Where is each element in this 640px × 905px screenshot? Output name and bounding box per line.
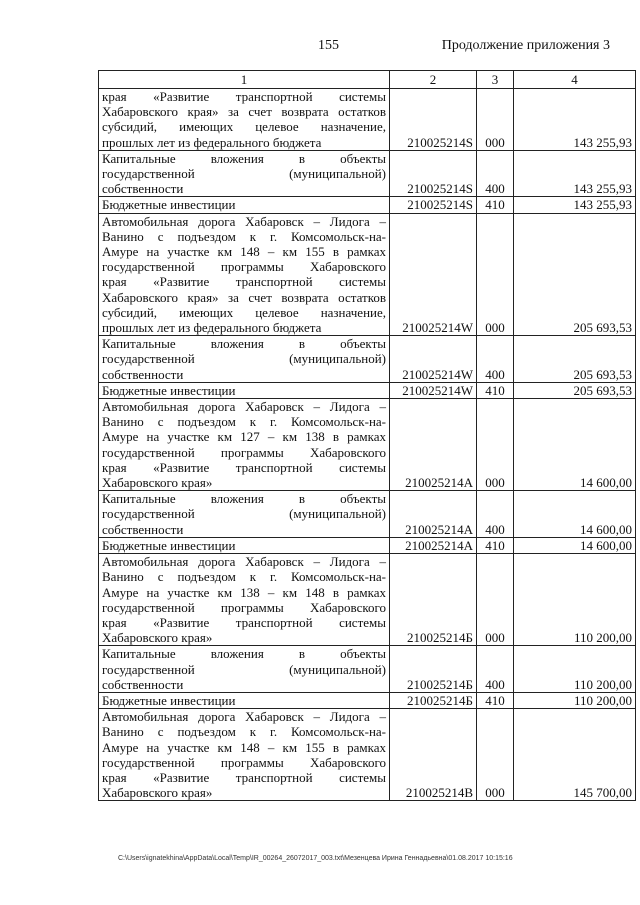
table-row xyxy=(99,399,636,491)
row-target-code: 210025214Б xyxy=(390,692,477,708)
table-row xyxy=(99,554,636,646)
description-line: Амуре на участке км 127 – км 138 в рамках xyxy=(102,429,386,445)
row-expense-type: 400 xyxy=(477,336,514,383)
description-line: государственной программы Хабаровского xyxy=(102,599,386,615)
row-expense-type: 000 xyxy=(477,89,514,151)
description-line: Ванино с подъездом к г. Комсомольск-на- xyxy=(102,569,386,585)
table-row xyxy=(99,197,636,213)
description-line: собственности xyxy=(102,181,184,197)
row-amount: 143 255,93 xyxy=(514,150,636,197)
row-amount: 110 200,00 xyxy=(514,646,636,693)
row-expense-type: 410 xyxy=(477,382,514,398)
description-line: Бюджетные инвестиции xyxy=(102,692,236,708)
page-number: 155 xyxy=(318,38,339,53)
description-line: края «Развитие транспортной системы xyxy=(102,614,386,630)
row-expense-type: 000 xyxy=(477,709,514,801)
row-amount: 14 600,00 xyxy=(514,399,636,491)
row-description xyxy=(99,89,390,151)
budget-table-body xyxy=(99,71,636,801)
row-description xyxy=(99,491,390,538)
row-amount: 205 693,53 xyxy=(514,213,636,336)
row-expense-type: 000 xyxy=(477,399,514,491)
row-target-code: 210025214В xyxy=(390,709,477,801)
row-target-code: 210025214Б xyxy=(390,554,477,646)
row-expense-type: 400 xyxy=(477,491,514,538)
row-amount: 110 200,00 xyxy=(514,692,636,708)
row-amount: 205 693,53 xyxy=(514,382,636,398)
table-row xyxy=(99,491,636,538)
table-header-row xyxy=(99,71,636,89)
row-description xyxy=(99,692,390,708)
row-expense-type: 400 xyxy=(477,150,514,197)
description-line: Ванино с подъездом к г. Комсомольск-на- xyxy=(102,724,386,740)
description-line: государственной программы Хабаровского xyxy=(102,259,386,275)
description-line: собственности xyxy=(102,366,184,382)
row-description xyxy=(99,150,390,197)
row-target-code: 210025214W xyxy=(390,213,477,336)
description-line: государственной (муниципальной) xyxy=(102,506,386,522)
table-row xyxy=(99,692,636,708)
row-target-code: 210025214S xyxy=(390,89,477,151)
description-line: Амуре на участке км 138 – км 148 в рамках xyxy=(102,584,386,600)
row-target-code: 210025214Б xyxy=(390,646,477,693)
description-line: Автомобильная дорога Хабаровск – Лидога – xyxy=(102,554,386,570)
description-line: Ванино с подъездом к г. Комсомольск-на- xyxy=(102,414,386,430)
description-line: края «Развитие транспортной системы xyxy=(102,89,386,104)
description-line: Амуре на участке км 148 – км 155 в рамках xyxy=(102,739,386,755)
description-line: государственной (муниципальной) xyxy=(102,351,386,367)
row-expense-type: 400 xyxy=(477,646,514,693)
description-line: Капитальные вложения в объекты xyxy=(102,150,386,166)
column-header-2: 2 xyxy=(390,71,477,89)
row-amount: 145 700,00 xyxy=(514,709,636,801)
description-line: субсидий, имеющих целевое назначение, xyxy=(102,304,386,320)
description-line: Автомобильная дорога Хабаровск – Лидога – xyxy=(102,213,386,229)
description-line: Капитальные вложения в объекты xyxy=(102,336,386,352)
row-target-code: 210025214W xyxy=(390,382,477,398)
description-line: государственной программы Хабаровского xyxy=(102,444,386,460)
description-line: Хабаровского края» за счет возврата остатков xyxy=(102,289,386,305)
description-line: прошлых лет из федерального бюджета xyxy=(102,320,322,336)
description-line: собственности xyxy=(102,521,184,537)
description-line: собственности xyxy=(102,676,184,692)
description-line: Бюджетные инвестиции xyxy=(102,197,236,213)
file-path-footer: C:\Users\ignatekhina\AppData\Local\Temp\IR_00264_26072017_003.txt\Мезенцева Ирина Геннадьевна\01.08.2017 10:15:16 xyxy=(118,855,513,862)
description-line: Капитальные вложения в объекты xyxy=(102,491,386,507)
description-line: Хабаровского края» xyxy=(102,475,213,491)
row-expense-type: 410 xyxy=(477,537,514,553)
row-expense-type: 000 xyxy=(477,554,514,646)
table-row xyxy=(99,537,636,553)
row-description xyxy=(99,646,390,693)
description-line: государственной (муниципальной) xyxy=(102,661,386,677)
row-description xyxy=(99,709,390,801)
table-row xyxy=(99,213,636,336)
table-row xyxy=(99,646,636,693)
row-target-code: 210025214S xyxy=(390,197,477,213)
row-description xyxy=(99,537,390,553)
row-description xyxy=(99,336,390,383)
row-description xyxy=(99,213,390,336)
row-description xyxy=(99,382,390,398)
row-target-code: 210025214А xyxy=(390,399,477,491)
row-amount: 14 600,00 xyxy=(514,491,636,538)
description-line: Капитальные вложения в объекты xyxy=(102,646,386,662)
description-line: субсидий, имеющих целевое назначение, xyxy=(102,119,386,135)
row-target-code: 210025214А xyxy=(390,491,477,538)
description-line: государственной (муниципальной) xyxy=(102,166,386,182)
description-line: Бюджетные инвестиции xyxy=(102,537,236,553)
appendix-continuation-label: Продолжение приложения 3 xyxy=(441,38,610,53)
table-row xyxy=(99,382,636,398)
row-target-code: 210025214А xyxy=(390,537,477,553)
column-header-1: 1 xyxy=(99,71,390,89)
description-line: края «Развитие транспортной системы xyxy=(102,274,386,290)
description-line: прошлых лет из федерального бюджета xyxy=(102,134,322,150)
row-amount: 14 600,00 xyxy=(514,537,636,553)
description-line: края «Развитие транспортной системы xyxy=(102,769,386,785)
description-line: Хабаровского края» xyxy=(102,785,213,801)
description-line: Амуре на участке км 148 – км 155 в рамках xyxy=(102,244,386,260)
row-expense-type: 000 xyxy=(477,213,514,336)
row-target-code: 210025214S xyxy=(390,150,477,197)
column-header-4: 4 xyxy=(514,71,636,89)
row-description xyxy=(99,197,390,213)
description-line: Хабаровского края» xyxy=(102,630,213,646)
description-line: Бюджетные инвестиции xyxy=(102,382,236,398)
row-amount: 110 200,00 xyxy=(514,554,636,646)
table-row xyxy=(99,150,636,197)
description-line: края «Развитие транспортной системы xyxy=(102,459,386,475)
description-line: Автомобильная дорога Хабаровск – Лидога – xyxy=(102,709,386,725)
row-description xyxy=(99,399,390,491)
row-expense-type: 410 xyxy=(477,197,514,213)
row-expense-type: 410 xyxy=(477,692,514,708)
description-line: Автомобильная дорога Хабаровск – Лидога – xyxy=(102,399,386,415)
table-row xyxy=(99,336,636,383)
description-line: Хабаровского края» за счет возврата остатков xyxy=(102,104,386,120)
description-line: Ванино с подъездом к г. Комсомольск-на- xyxy=(102,228,386,244)
budget-table xyxy=(98,70,636,801)
column-header-3: 3 xyxy=(477,71,514,89)
table-row xyxy=(99,89,636,151)
row-amount: 143 255,93 xyxy=(514,197,636,213)
row-amount: 205 693,53 xyxy=(514,336,636,383)
description-line: государственной программы Хабаровского xyxy=(102,754,386,770)
table-row xyxy=(99,709,636,801)
row-target-code: 210025214W xyxy=(390,336,477,383)
row-description xyxy=(99,554,390,646)
row-amount: 143 255,93 xyxy=(514,89,636,151)
